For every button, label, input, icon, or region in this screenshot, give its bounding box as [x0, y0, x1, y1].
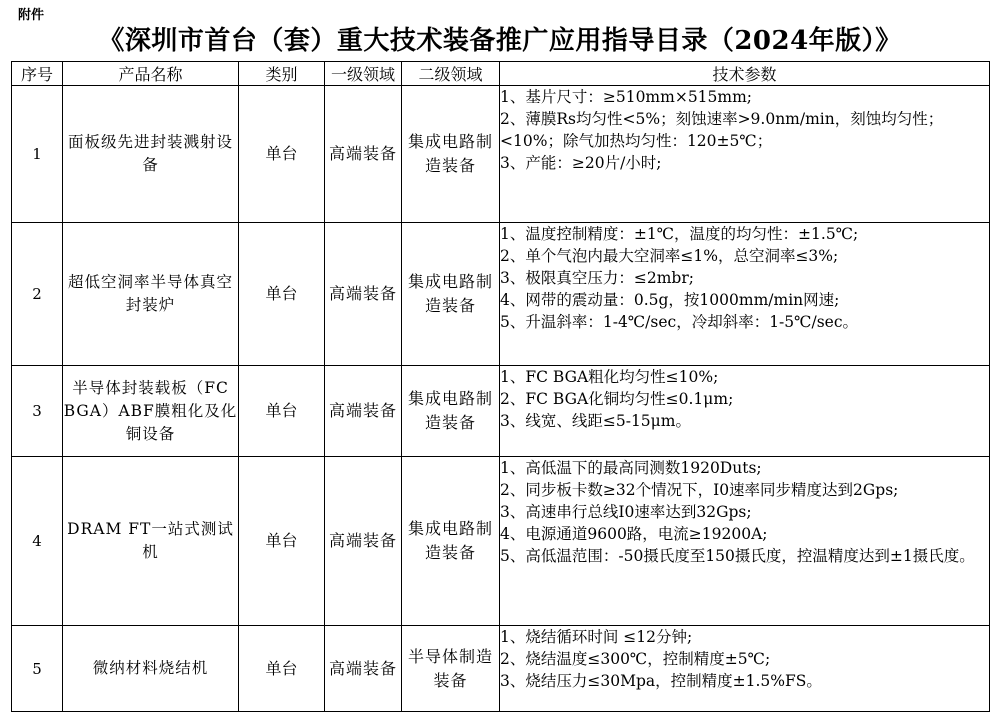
param-line: 5、高低温范围：-50摄氏度至150摄氏度，控温精度达到±1摄氏度。	[500, 547, 975, 565]
column-header: 产品名称	[63, 62, 239, 86]
row-number: 3	[12, 366, 63, 457]
param-line: 3、高速串行总线I0速率达到32Gps;	[500, 503, 752, 521]
row-number: 2	[12, 223, 63, 366]
param-line: 1、基片尺寸：≥510mm×515mm;	[500, 88, 753, 106]
param-line: 2、FC BGA化铜均匀性≤0.1μm;	[500, 390, 734, 408]
table-row	[12, 86, 990, 223]
param-line: 5、升温斜率：1-4℃/sec，冷却斜率：1-5℃/sec。	[500, 313, 859, 331]
column-header: 序号	[12, 62, 63, 86]
param-line: 3、烧结压力≤30Mpa，控制精度±1.5%FS。	[500, 672, 822, 690]
param-line: 2、烧结温度≤300℃，控制精度±5℃;	[500, 650, 771, 668]
table-row	[12, 223, 990, 366]
secondary-field: 集成电路制造装备	[402, 223, 500, 366]
table-row	[12, 626, 990, 712]
column-header: 类别	[239, 62, 325, 86]
row-number: 1	[12, 86, 63, 223]
param-line: 1、FC BGA粗化均匀性≤10%;	[500, 368, 719, 386]
param-line: 1、温度控制精度：±1℃，温度的均匀性：±1.5℃;	[500, 225, 859, 243]
param-line: 2、薄膜Rs均匀性<5%；刻蚀速率>9.0nm/min，刻蚀均匀性；<10%；除气加热均匀性：120±5℃；	[500, 110, 944, 150]
param-line: 3、产能：≥20片/小时;	[500, 154, 662, 172]
param-line: 4、网带的震动量：0.5g，按1000mm/min网速;	[500, 291, 840, 309]
primary-field: 高端装备	[325, 223, 402, 366]
param-line: 1、烧结循环时间 ≤12分钟;	[500, 628, 693, 646]
table-row	[12, 457, 990, 626]
annex-label: 附件	[18, 8, 45, 23]
param-line: 1、高低温下的最高同测数1920Duts;	[500, 459, 762, 477]
primary-field: 高端装备	[325, 366, 402, 457]
secondary-field: 集成电路制造装备	[402, 366, 500, 457]
primary-field: 高端装备	[325, 86, 402, 223]
table-header-row	[12, 62, 990, 86]
tech-params	[500, 626, 990, 712]
secondary-field: 集成电路制造装备	[402, 86, 500, 223]
category-cell: 单台	[239, 366, 325, 457]
row-number: 5	[12, 626, 63, 712]
secondary-field: 集成电路制造装备	[402, 457, 500, 626]
product-name: DRAM FT一站式测试机	[63, 457, 239, 626]
primary-field: 高端装备	[325, 626, 402, 712]
column-header: 二级领域	[402, 62, 500, 86]
param-line: 2、单个气泡内最大空洞率≤1%，总空洞率≤3%;	[500, 247, 839, 265]
category-cell: 单台	[239, 223, 325, 366]
category-cell: 单台	[239, 626, 325, 712]
tech-params	[500, 366, 990, 457]
tech-params	[500, 457, 990, 626]
product-name: 面板级先进封装溅射设备	[63, 86, 239, 223]
equipment-table	[11, 61, 990, 712]
param-line: 3、线宽、线距≤5-15μm。	[500, 412, 691, 430]
category-cell: 单台	[239, 86, 325, 223]
secondary-field: 半导体制造装备	[402, 626, 500, 712]
param-line: 3、极限真空压力：≤2mbr;	[500, 269, 694, 287]
product-name: 超低空洞率半导体真空封装炉	[63, 223, 239, 366]
param-line: 2、同步板卡数≥32个情况下，I0速率同步精度达到2Gps;	[500, 481, 899, 499]
tech-params	[500, 86, 990, 223]
product-name: 半导体封装载板（FC BGA）ABF膜粗化及化铜设备	[63, 366, 239, 457]
product-name: 微纳材料烧结机	[63, 626, 239, 712]
column-header: 技术参数	[500, 62, 990, 86]
param-line: 4、电源通道9600路，电流≥19200A;	[500, 525, 768, 543]
tech-params	[500, 223, 990, 366]
table-row	[12, 366, 990, 457]
row-number: 4	[12, 457, 63, 626]
document-title: 《深圳市首台（套）重大技术装备推广应用指导目录（2024年版）》	[98, 26, 902, 56]
primary-field: 高端装备	[325, 457, 402, 626]
category-cell: 单台	[239, 457, 325, 626]
column-header: 一级领域	[325, 62, 402, 86]
